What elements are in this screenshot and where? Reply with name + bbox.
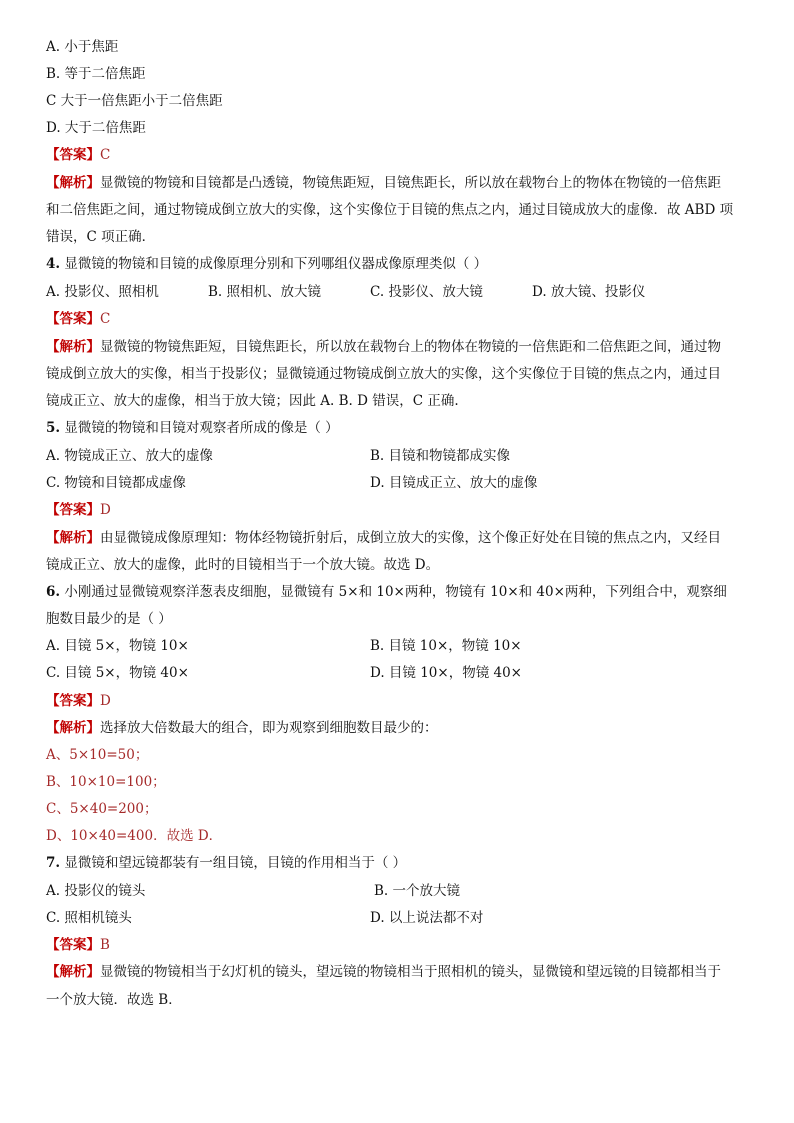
- question-stem: 显微镜和望远镜都装有一组目镜，目镜的作用相当于（ ）: [64, 855, 407, 871]
- q5-option-c: C. 物镜和目镜都成虚像: [46, 475, 186, 491]
- q5-answer: [46, 500, 111, 520]
- q5-option-b: B. 目镜和物镜都成实像: [370, 448, 511, 464]
- q4-option-d: D. 放大镜、投影仪: [532, 284, 646, 300]
- question-number: 5.: [46, 420, 61, 436]
- q3-analysis-line-1: [46, 173, 721, 193]
- answer-value: C: [100, 147, 111, 163]
- answer-value: C: [100, 311, 111, 327]
- q6-option-d: D. 目镜 10×，物镜 40×: [370, 665, 522, 681]
- q5-analysis-line-1: [46, 528, 721, 548]
- q7-option-b: B. 一个放大镜: [374, 883, 461, 899]
- q4-stem: [46, 254, 487, 274]
- answer-label: 【答案】: [46, 147, 100, 163]
- q6-answer: [46, 691, 111, 711]
- q7-option-c: C. 照相机镜头: [46, 910, 132, 926]
- question-number: 7.: [46, 855, 61, 871]
- q6-option-a: A. 目镜 5×，物镜 10×: [46, 638, 189, 654]
- q5-analysis-line-2: 镜成正立、放大的虚像，此时的目镜相当于一个放大镜。故选 D。: [46, 557, 440, 573]
- q7-analysis-line-1: [46, 962, 721, 982]
- analysis-text: 显微镜的物镜相当于幻灯机的镜头，望远镜的物镜相当于照相机的镜头，显微镜和望远镜的目镜都相当于: [100, 964, 721, 980]
- q7-analysis-line-2: 一个放大镜．故选 B．: [46, 992, 182, 1008]
- q3-option-a: A. 小于焦距: [46, 39, 119, 55]
- q6-analysis-calc-c: C、5×40=200；: [46, 801, 158, 817]
- q7-stem: [46, 853, 406, 873]
- answer-value: D: [100, 693, 111, 709]
- q4-analysis-line-3: 镜成正立、放大的虚像，相当于放大镜；因此 A. B. D 错误，C 正确.: [46, 393, 459, 409]
- q3-analysis-line-3: 错误，C 项正确．: [46, 229, 156, 245]
- q7-option-d: D. 以上说法都不对: [370, 910, 484, 926]
- q5-option-a: A. 物镜成正立、放大的虚像: [46, 448, 213, 464]
- q3-option-c: C 大于一倍焦距小于二倍焦距: [46, 93, 223, 109]
- answer-value: B: [100, 937, 110, 953]
- q4-option-b: B. 照相机、放大镜: [208, 284, 322, 300]
- analysis-label: 【解析】: [46, 720, 100, 736]
- q6-analysis-calc-d: D、10×40=400．故选 D．: [46, 828, 223, 844]
- question-stem: 小刚通过显微镜观察洋葱表皮细胞，显微镜有 5×和 10×两种，物镜有 10×和 40×两种，下列组合中，观察细: [64, 584, 727, 600]
- q3-analysis-line-2: 和二倍焦距之间，通过物镜成倒立放大的实像，这个实像位于目镜的焦点之内，通过目镜成放大的虚像．故 ABD 项: [46, 202, 734, 218]
- question-number: 4.: [46, 256, 61, 272]
- q4-analysis-line-1: [46, 337, 721, 357]
- q6-stem-line-2: 胞数目最少的是（ ）: [46, 611, 172, 627]
- q6-analysis-calc-b: B、10×10=100；: [46, 774, 166, 790]
- q6-analysis-intro: [46, 718, 438, 738]
- question-stem: 显微镜的物镜和目镜对观察者所成的像是（ ）: [64, 420, 339, 436]
- answer-label: 【答案】: [46, 937, 100, 953]
- q5-stem: [46, 418, 339, 438]
- q6-option-b: B. 目镜 10×，物镜 10×: [370, 638, 522, 654]
- q6-stem-line-1: [46, 582, 727, 602]
- analysis-text: 选择放大倍数最大的组合，即为观察到细胞数目最少的：: [100, 720, 438, 736]
- question-number: 6.: [46, 584, 61, 600]
- analysis-text: 由显微镜成像原理知：物体经物镜折射后，成倒立放大的实像，这个像正好处在目镜的焦点之内，又经目: [100, 530, 721, 546]
- q4-option-a: A. 投影仪、照相机: [46, 284, 159, 300]
- q4-option-c: C. 投影仪、放大镜: [370, 284, 483, 300]
- q3-option-b: B. 等于二倍焦距: [46, 66, 146, 82]
- answer-label: 【答案】: [46, 693, 100, 709]
- analysis-label: 【解析】: [46, 175, 100, 191]
- q7-answer: [46, 935, 110, 955]
- q3-option-d: D. 大于二倍焦距: [46, 120, 146, 136]
- answer-label: 【答案】: [46, 502, 100, 518]
- answer-label: 【答案】: [46, 311, 100, 327]
- q4-answer: [46, 309, 110, 329]
- q7-option-a: A. 投影仪的镜头: [46, 883, 146, 899]
- analysis-label: 【解析】: [46, 530, 100, 546]
- q5-option-d: D. 目镜成正立、放大的虚像: [370, 475, 538, 491]
- analysis-text: 显微镜的物镜焦距短，目镜焦距长，所以放在载物台上的物体在物镜的一倍焦距和二倍焦距之间，通过物: [100, 339, 721, 355]
- analysis-label: 【解析】: [46, 964, 100, 980]
- analysis-text: 显微镜的物镜和目镜都是凸透镜，物镜焦距短，目镜焦距长，所以放在载物台上的物体在物镜的一倍焦距: [100, 175, 721, 191]
- question-stem: 显微镜的物镜和目镜的成像原理分别和下列哪组仪器成像原理类似（ ）: [64, 256, 488, 272]
- q6-analysis-calc-a: A、5×10=50；: [46, 747, 149, 763]
- answer-value: D: [100, 502, 111, 518]
- q4-options: [46, 282, 645, 302]
- analysis-label: 【解析】: [46, 339, 100, 355]
- q4-analysis-line-2: 镜成倒立放大的实像，相当于投影仪；显微镜通过物镜成倒立放大的实像，这个实像位于目镜的焦点之内，通过目: [46, 366, 721, 382]
- q3-answer: [46, 145, 110, 165]
- q6-option-c: C. 目镜 5×，物镜 40×: [46, 665, 189, 681]
